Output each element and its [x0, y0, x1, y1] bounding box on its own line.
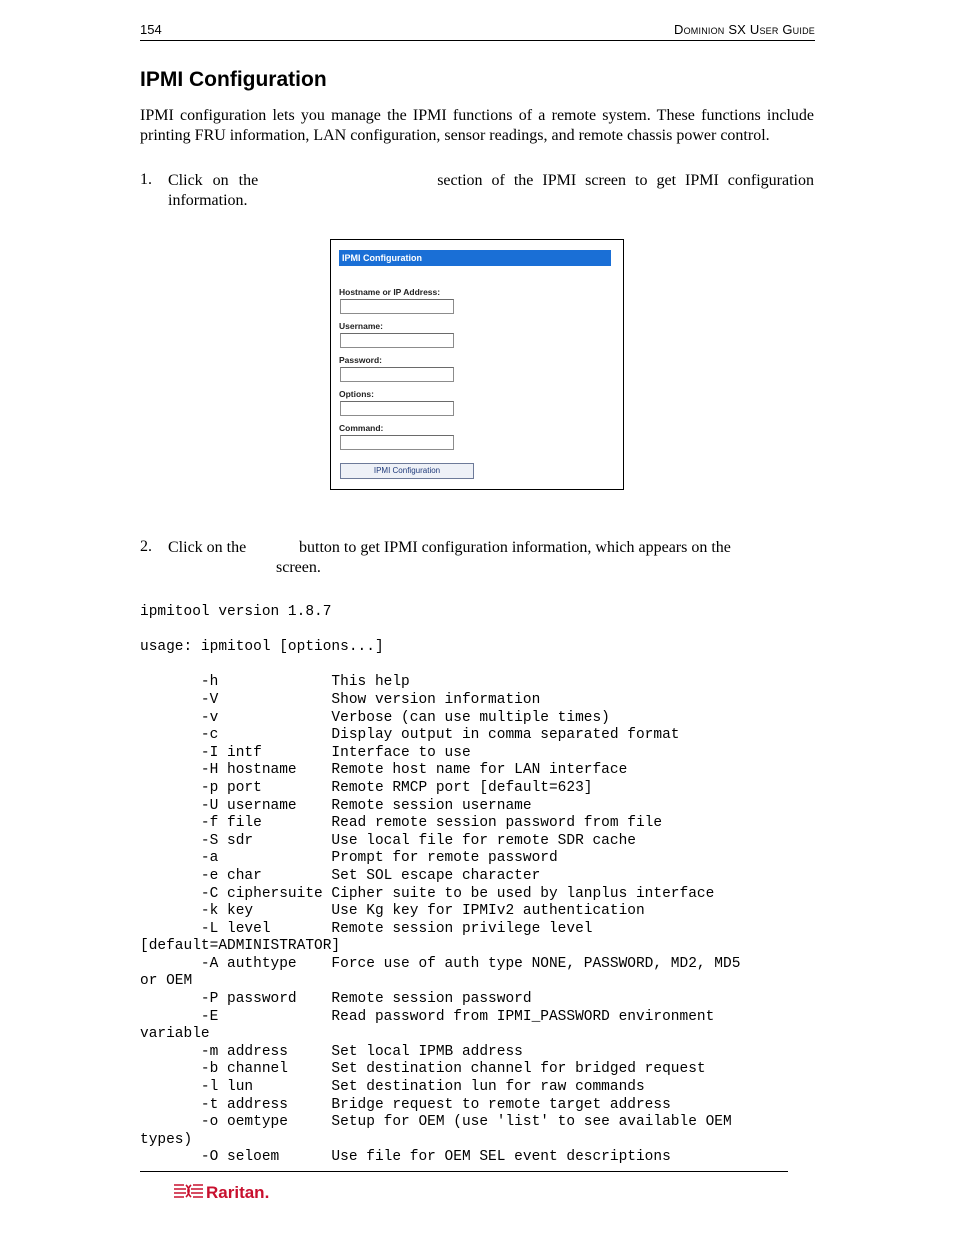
password-label: Password: — [339, 355, 382, 365]
command-label: Command: — [339, 423, 384, 433]
hostname-input[interactable] — [340, 299, 454, 314]
username-input[interactable] — [340, 333, 454, 348]
options-label: Options: — [339, 389, 374, 399]
step-2-text-before: Click on the — [168, 539, 247, 556]
footer-rule — [140, 1171, 788, 1172]
section-title: IPMI Configuration — [140, 68, 327, 91]
step-1-number: 1. — [140, 171, 152, 188]
step-2-text-after: button to get IPMI configuration information, which appears on the — [299, 539, 731, 556]
username-label: Username: — [339, 321, 383, 331]
command-input[interactable] — [340, 435, 454, 450]
options-input[interactable] — [340, 401, 454, 416]
ipmitool-output: ipmitool version 1.8.7 usage: ipmitool [options...] -h This help -V Show version information -v Verbose (can use multiple times) -c Display output in comma separated format -I intf Interface to use -H hostname Remote host name for LAN interface -p port Remote RMCP port [default=623] -U username Remote session username -f file Read remote session password from file -S sdr Use local file for remote SDR cache -a Prompt for remote password -e char Set SOL escape character -C ciphersuite Cipher suite to be used by lanplus interface -k key Use Kg key for IPMIv2 authentication -L level Remote session privilege level [default=ADMINISTRATOR] -A authtype Force use of auth type NONE, PASSWORD, MD2, MD5 or OEM -P password Remote session password -E Read password from IPMI_PASSWORD environment variable -m address Set local IPMB address -b channel Set destination channel for bridged request -l lun Set destination lun for raw commands -t address Bridge request to remote target address -o oemtype Setup for OEM (use 'list' to see available OEM types) -O seloem Use file for OEM SEL event descriptions — [140, 604, 741, 1166]
page-number: 154 — [140, 22, 162, 37]
ipmi-configuration-button[interactable]: IPMI Configuration — [340, 463, 474, 479]
step-1-text-line2: information. — [168, 192, 248, 209]
intro-paragraph: IPMI configuration lets you manage the IPMI functions of a remote system. These functions include printing FRU information, LAN configuration, sensor readings, and remote chassis power control. — [140, 107, 814, 144]
step-2-text-line2: screen. — [276, 559, 321, 576]
running-title: Dominion SX User Guide — [674, 22, 815, 37]
hostname-label: Hostname or IP Address: — [339, 287, 441, 297]
raritan-logo — [172, 1180, 282, 1209]
step-1-text-before: Click on the — [168, 172, 259, 189]
form-header: IPMI Configuration — [339, 250, 611, 266]
step-2-number: 2. — [140, 538, 152, 555]
header-rule — [140, 40, 815, 41]
ipmi-config-screenshot — [330, 239, 624, 490]
step-1-text-after: section of the IPMI screen to get IPMI configuration — [437, 172, 814, 189]
svg-text:Raritan.: Raritan. — [206, 1183, 270, 1202]
password-input[interactable] — [340, 367, 454, 382]
raritan-logo-mark-icon — [172, 1180, 282, 1204]
